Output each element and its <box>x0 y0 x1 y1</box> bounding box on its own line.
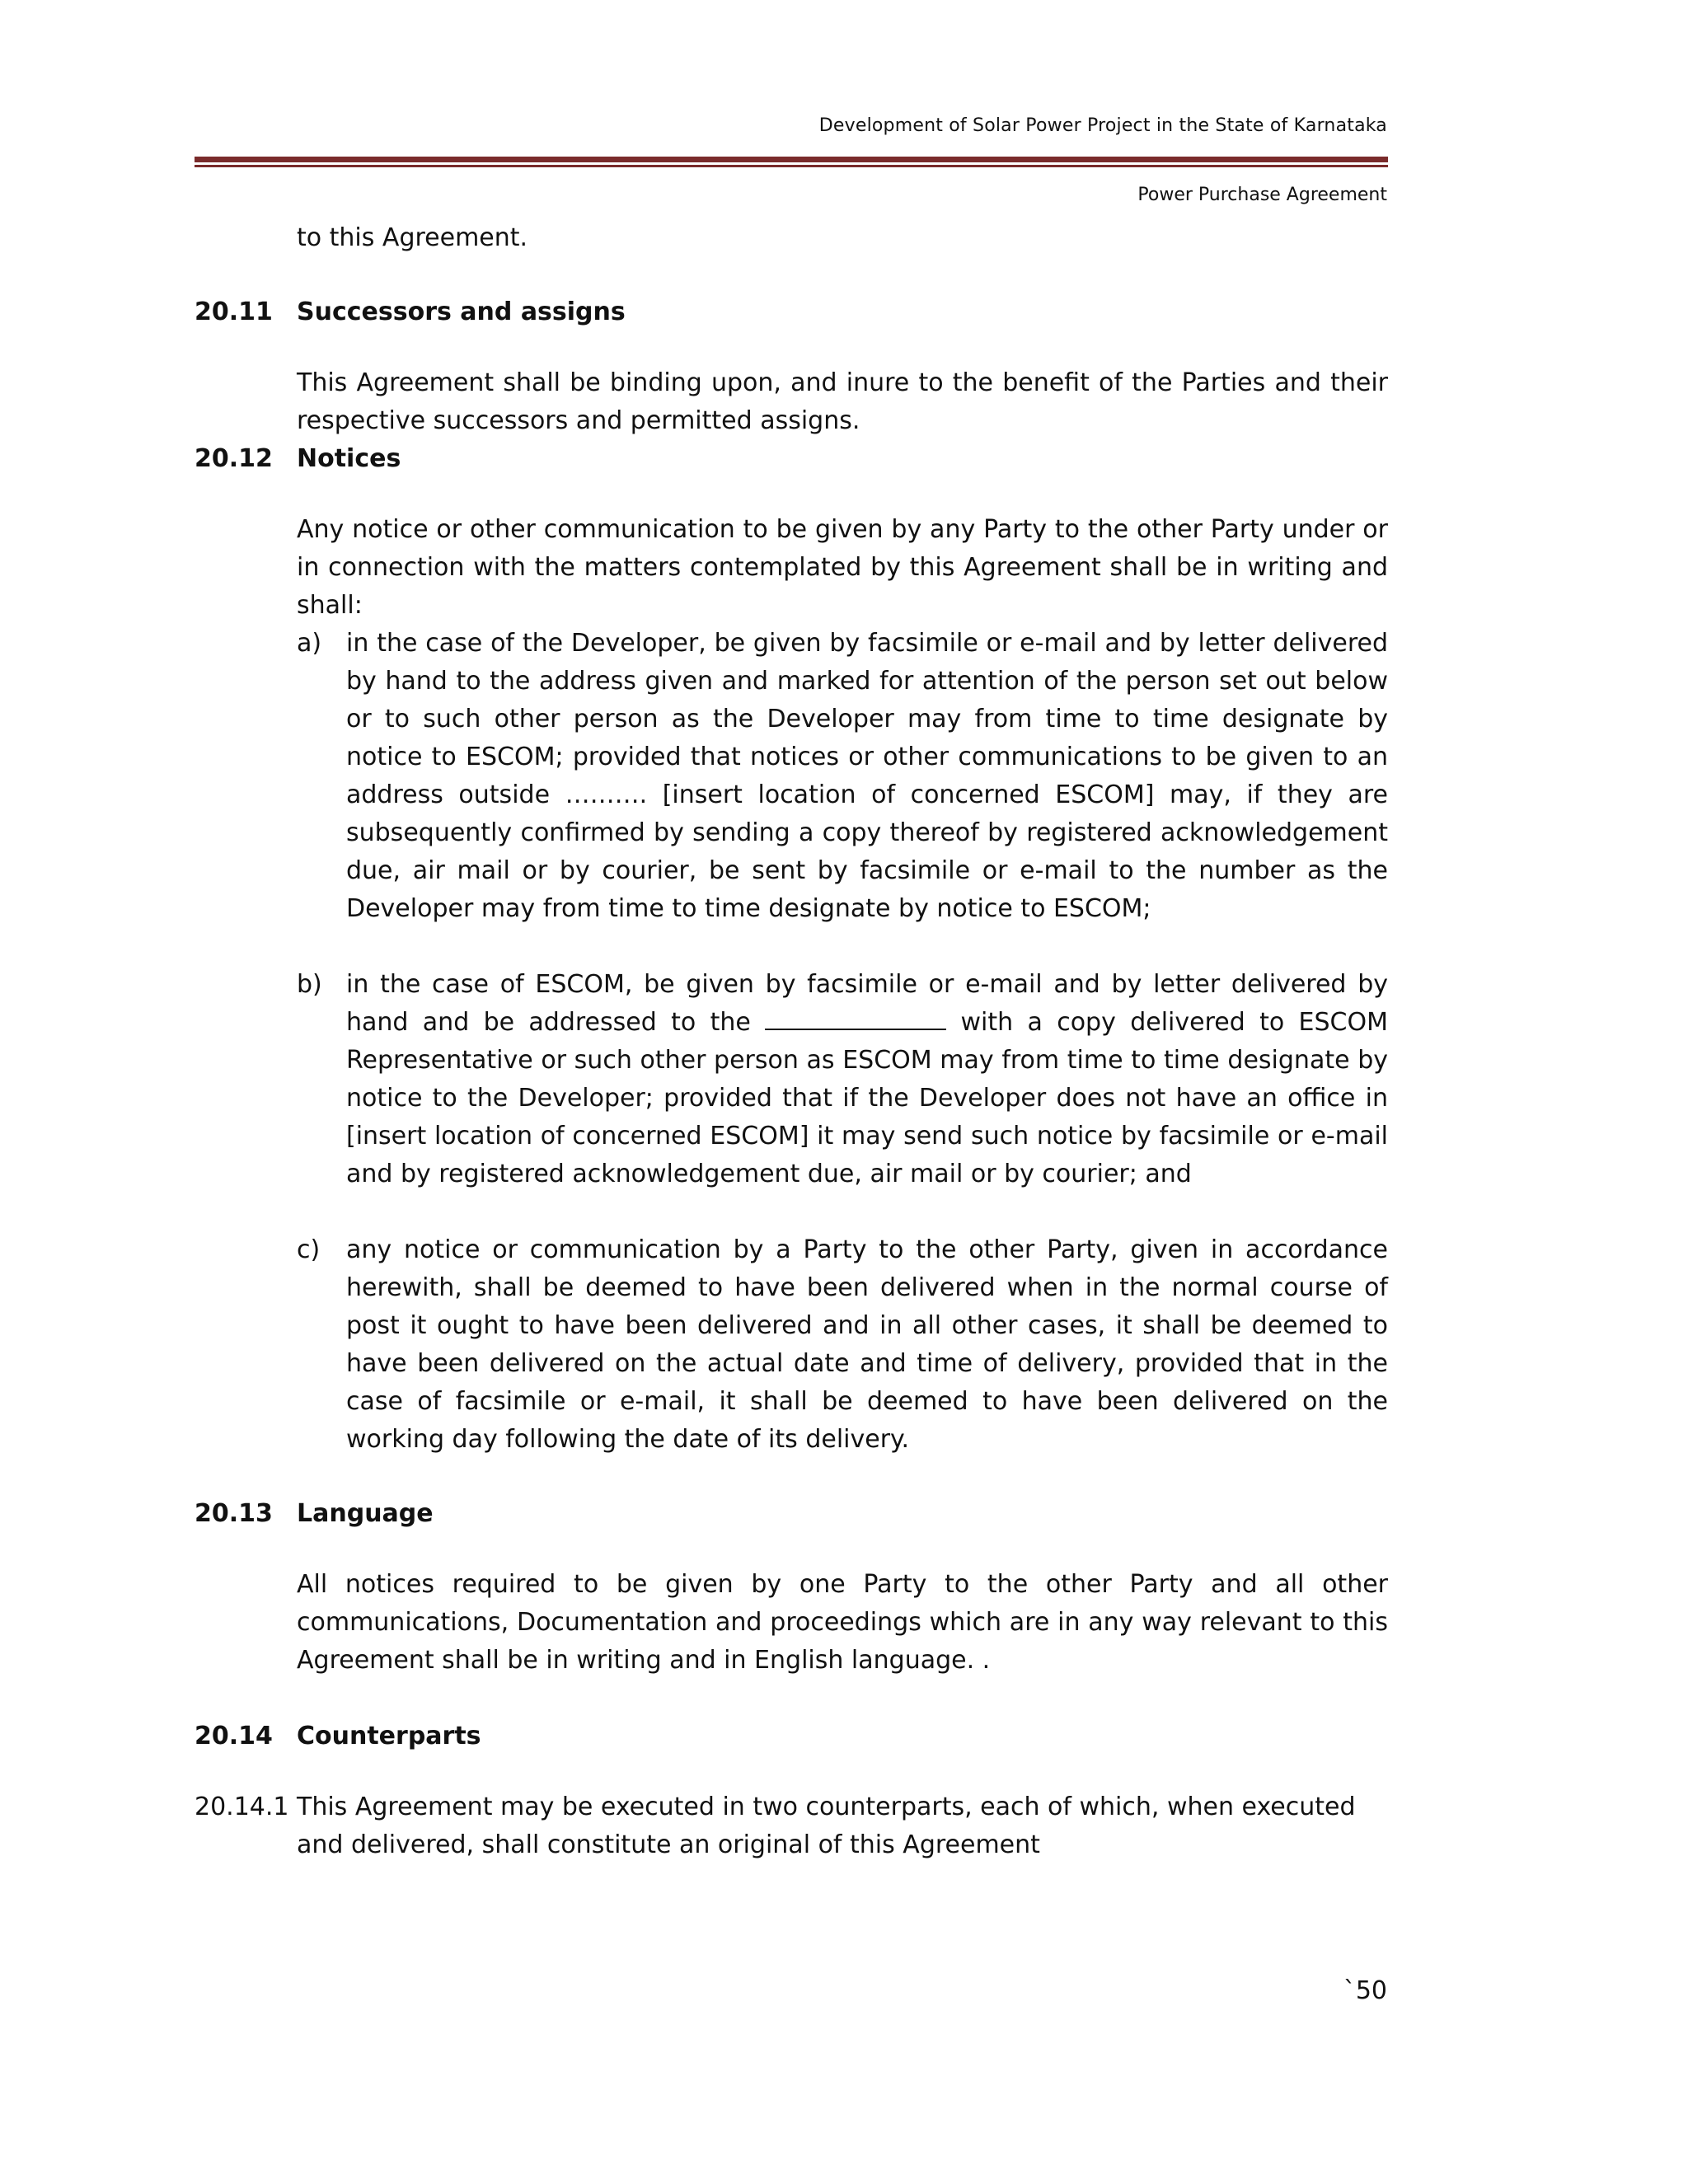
section-number: 20.14 <box>195 1722 273 1750</box>
section-number: 20.11 <box>195 298 273 326</box>
section-heading: Notices <box>297 444 401 473</box>
list-item-label: c) <box>297 1235 321 1264</box>
carryover-text: to this Agreement. <box>297 223 528 252</box>
section-heading: Counterparts <box>297 1722 481 1750</box>
section-number: 20.13 <box>195 1499 273 1528</box>
header-rule <box>195 157 1388 162</box>
document-header-title: Development of Solar Power Project in the State of Karnataka <box>818 115 1387 136</box>
header-rule-thin <box>195 165 1388 167</box>
list-item-text-after: with a copy delivered to ESCOM Representative or such other person as ESCOM may from time to time designate by notice to the Developer; provided that if the Developer does not have an office in [insert location of concerned ESCOM] it may send such notice by facsimile or e-mail and by registered acknowledgement due, air mail or by courier; and <box>346 1008 1388 1188</box>
section-body: All notices required to be given by one Party to the other Party and all other communications, Documentation and proceedings which are in any way relevant to this Agreement shall be in writing and in English language. . <box>297 1570 1388 1675</box>
section-number: 20.12 <box>195 444 273 473</box>
section-body: Any notice or other communication to be given by any Party to the other Party under or in connection with the matters contemplated by this Agreement shall be in writing and shall: <box>297 515 1388 620</box>
subsection-number: 20.14.1 <box>195 1793 289 1821</box>
subsection-body: This Agreement may be executed in two counterparts, each of which, when executed and delivered, shall constitute an original of this Agreement <box>297 1793 1356 1859</box>
blank-line <box>765 1004 946 1030</box>
list-item-text <box>346 966 1388 1193</box>
section-heading: Language <box>297 1499 434 1528</box>
list-item-text: in the case of the Developer, be given by facsimile or e-mail and by letter delivered by hand to the address given and marked for attention of the person set out below or to such other person as the Developer may from time to time designate by notice to ESCOM; provided that notices or other communications to be given to an address outside ………. [insert location of concerned ESCOM] may, if they are subsequently confirmed by sending a copy thereof by registered acknowledgement due, air mail or by courier, be sent by facsimile or e-mail to the number as the Developer may from time to time designate by notice to ESCOM; <box>346 629 1388 923</box>
document-header-subtitle: Power Purchase Agreement <box>1137 185 1387 205</box>
section-heading: Successors and assigns <box>297 298 626 326</box>
section-body: This Agreement shall be binding upon, and inure to the benefit of the Parties and their respective successors and permitted assigns. <box>297 368 1388 435</box>
list-item-label: b) <box>297 970 322 999</box>
list-item-text: any notice or communication by a Party to the other Party, given in accordance herewith, shall be deemed to have been delivered when in the normal course of post it ought to have been delivered and in all other cases, it shall be deemed to have been delivered on the actual date and time of delivery, provided that in the case of facsimile or e-mail, it shall be deemed to have been delivered on the working day following the date of its delivery. <box>346 1235 1388 1454</box>
list-item-label: a) <box>297 629 322 658</box>
list-item-text-before: in the case of ESCOM, be given by facsimile or e-mail and by letter delivered by hand and be addressed to the <box>346 970 1388 1037</box>
page-number: `50 <box>1343 1976 1387 2005</box>
